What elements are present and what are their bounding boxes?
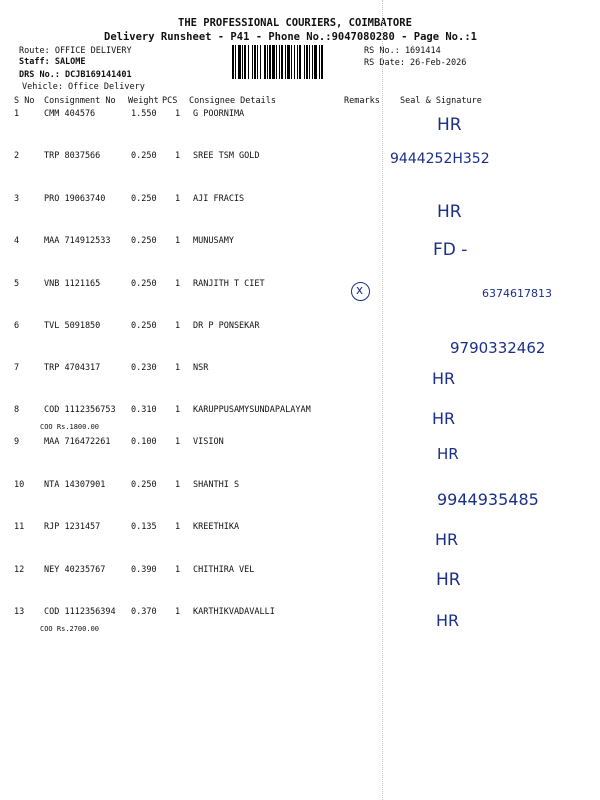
row-consignment-no: NEY 40235767	[44, 565, 106, 575]
row-weight: 0.310	[131, 405, 157, 415]
row-sno: 7	[14, 363, 20, 373]
row-pcs: 1	[175, 405, 181, 415]
row-consignment-no: TVL 5091850	[44, 321, 101, 331]
row-sno: 2	[14, 151, 20, 161]
row-handwritten-signature: 9790332462	[450, 339, 546, 357]
table-row	[0, 437, 600, 479]
row-pcs: 1	[175, 565, 181, 575]
row-consignee: G POORNIMA	[193, 109, 245, 119]
table-row	[0, 194, 600, 236]
rs-date: RS Date: 26-Feb-2026	[364, 58, 467, 68]
row-consignee: VISION	[193, 437, 224, 447]
runsheet-subtitle: Delivery Runsheet - P41 - Phone No.:9047080280 - Page No.:1	[104, 31, 477, 43]
row-consignment-no: MAA 716472261	[44, 437, 111, 447]
row-pcs: 1	[175, 279, 181, 289]
row-pcs: 1	[175, 321, 181, 331]
row-consignment-no: COD 1112356394	[44, 607, 116, 617]
row-consignment-no: RJP 1231457	[44, 522, 101, 532]
row-pcs: 1	[175, 522, 181, 532]
row-handwritten-signature: HR	[437, 202, 462, 222]
table-row	[0, 565, 600, 607]
row-pcs: 1	[175, 151, 181, 161]
row-consignment-no: CMM 404576	[44, 109, 96, 119]
row-weight: 1.550	[131, 109, 157, 119]
row-consignment-no: NTA 14307901	[44, 480, 106, 490]
row-weight: 0.250	[131, 480, 157, 490]
row-sno: 1	[14, 109, 20, 119]
row-pcs: 1	[175, 194, 181, 204]
row-pcs: 1	[175, 607, 181, 617]
table-row	[0, 480, 600, 522]
row-consignee: RANJITH T CIET	[193, 279, 265, 289]
row-weight: 0.250	[131, 151, 157, 161]
row-weight: 0.230	[131, 363, 157, 373]
row-weight: 0.250	[131, 321, 157, 331]
row-handwritten-signature: FD -	[433, 240, 468, 260]
row-sno: 12	[14, 565, 25, 575]
row-consignee: KARTHIKVADAVALLI	[193, 607, 275, 617]
route-label: Route: OFFICE DELIVERY	[19, 46, 132, 56]
row-pcs: 1	[175, 236, 181, 246]
row-handwritten-signature: HR	[435, 530, 459, 549]
col-header-sno: S No	[14, 96, 35, 106]
row-consignment-no: TRP 8037566	[44, 151, 101, 161]
row-sno: 4	[14, 236, 20, 246]
row-weight: 0.250	[131, 279, 157, 289]
barcode-bar	[323, 45, 324, 79]
row-handwritten-signature: HR	[436, 570, 461, 590]
remarks-x-mark: x	[356, 283, 364, 297]
row-sno: 3	[14, 194, 20, 204]
table-row	[0, 607, 600, 649]
col-header-consignee: Consignee Details	[189, 96, 276, 106]
row-consignee: AJI FRACIS	[193, 194, 245, 204]
table-row	[0, 109, 600, 151]
row-sno: 11	[14, 522, 25, 532]
vehicle-label: Vehicle: Office Delivery	[22, 82, 145, 92]
row-consignee: KARUPPUSAMYSUNDAPALAYAM	[193, 405, 311, 415]
row-weight: 0.100	[131, 437, 157, 447]
row-handwritten-signature: HR	[432, 409, 456, 428]
row-consignment-no: PRO 19063740	[44, 194, 106, 204]
row-consignee: CHITHIRA VEL	[193, 565, 255, 575]
table-row	[0, 151, 600, 193]
row-handwritten-signature: HR	[437, 445, 459, 463]
row-pcs: 1	[175, 437, 181, 447]
row-sno: 8	[14, 405, 20, 415]
col-header-pcs: PCS	[162, 96, 178, 106]
rs-number: RS No.: 1691414	[364, 46, 441, 56]
row-cod-amount: COO Rs.1800.00	[40, 423, 100, 431]
row-consignee: MUNUSAMY	[193, 236, 234, 246]
table-row	[0, 279, 600, 321]
row-weight: 0.390	[131, 565, 157, 575]
remarks-circle-mark	[351, 282, 370, 301]
staff-label: Staff: SALOME	[19, 57, 86, 67]
table-row	[0, 522, 600, 564]
row-consignee: NSR	[193, 363, 209, 373]
row-handwritten-signature: HR	[436, 611, 460, 630]
row-pcs: 1	[175, 363, 181, 373]
row-consignee: SREE TSM GOLD	[193, 151, 260, 161]
row-weight: 0.135	[131, 522, 157, 532]
row-consignment-no: TRP 4704317	[44, 363, 101, 373]
col-header-remarks: Remarks	[344, 96, 380, 106]
row-handwritten-signature: 6374617813	[482, 287, 552, 300]
table-row	[0, 321, 600, 363]
row-weight: 0.370	[131, 607, 157, 617]
row-sno: 9	[14, 437, 20, 447]
col-header-seal-signature: Seal & Signature	[400, 96, 482, 106]
table-row	[0, 236, 600, 278]
table-row	[0, 363, 600, 405]
row-consignee: DR P PONSEKAR	[193, 321, 260, 331]
row-handwritten-signature: HR	[437, 115, 462, 135]
row-sno: 5	[14, 279, 20, 289]
row-sno: 13	[14, 607, 25, 617]
row-handwritten-signature: 9444252H352	[390, 151, 490, 167]
row-consignment-no: MAA 714912533	[44, 236, 111, 246]
row-handwritten-signature: HR	[432, 369, 456, 388]
row-consignee: KREETHIKA	[193, 522, 240, 532]
row-handwritten-signature: 9944935485	[437, 490, 539, 509]
row-pcs: 1	[175, 109, 181, 119]
row-consignment-no: COD 1112356753	[44, 405, 116, 415]
barcode-image	[232, 45, 358, 79]
row-sno: 10	[14, 480, 25, 490]
col-header-consignment: Consignment No	[44, 96, 116, 106]
row-consignment-no: VNB 1121165	[44, 279, 101, 289]
row-sno: 6	[14, 321, 20, 331]
row-weight: 0.250	[131, 236, 157, 246]
company-name: THE PROFESSIONAL COURIERS, COIMBATORE	[178, 17, 412, 29]
row-cod-amount: COO Rs.2700.00	[40, 625, 100, 633]
drs-label: DRS No.: DCJB169141401	[19, 70, 132, 80]
row-pcs: 1	[175, 480, 181, 490]
row-consignee: SHANTHI S	[193, 480, 240, 490]
row-weight: 0.250	[131, 194, 157, 204]
col-header-weight: Weight	[128, 96, 159, 106]
